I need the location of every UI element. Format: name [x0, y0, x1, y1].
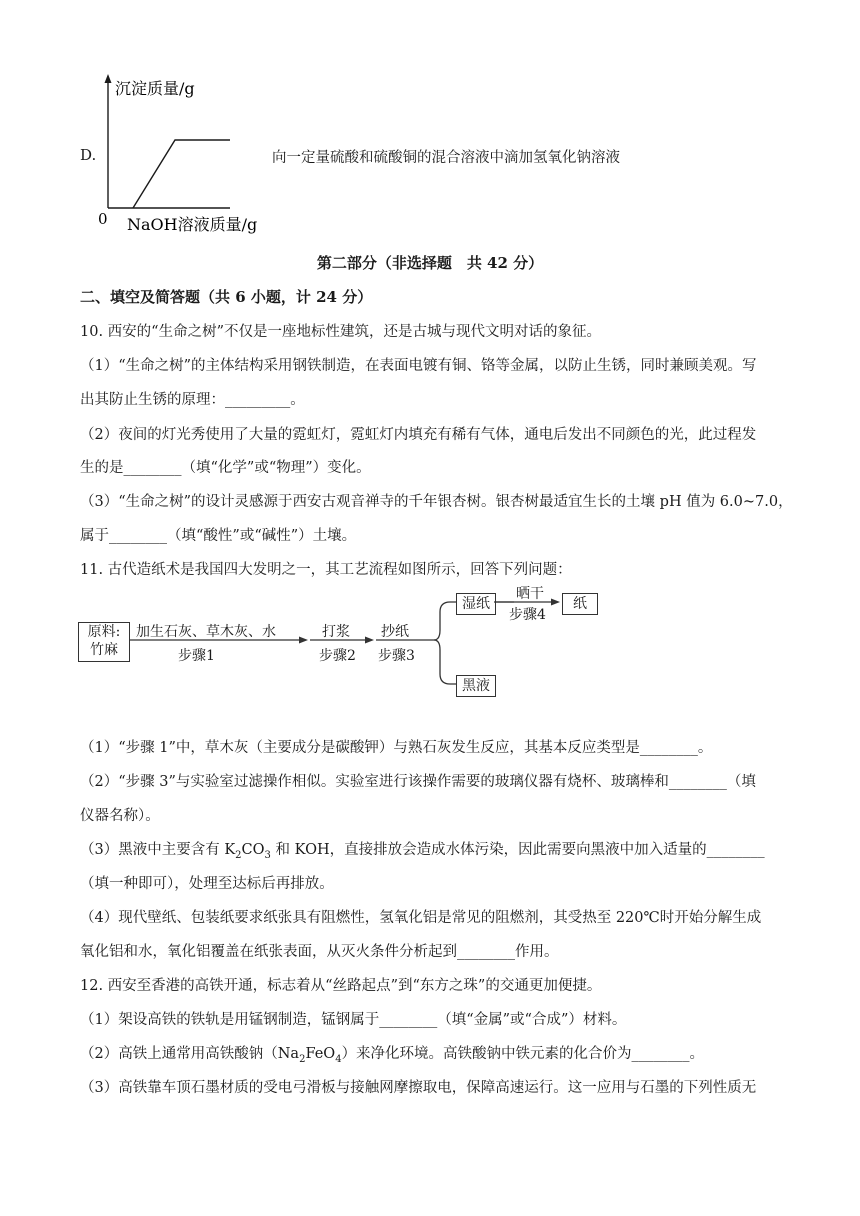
brace-lower	[434, 640, 458, 684]
q11-p3-sub-2: 3	[264, 849, 271, 861]
q12-p2	[80, 1044, 704, 1070]
q11-p1: （1）“步骤 1”中，草木灰（主要成分是碳酸钾）与熟石灰发生反应，其基本反应类型是________。	[80, 740, 713, 756]
option-d-letter: D.	[80, 146, 97, 164]
section2-title: 二、填空及简答题（共 6 小题，计 24 分）	[80, 288, 373, 306]
step2-action: 打浆	[322, 624, 350, 640]
black-liquor-box: 黑液	[456, 675, 496, 697]
q11-p3-text-c: 和 KOH，直接排放会造成水体污染，因此需要向黑液中加入适量的________	[270, 842, 765, 858]
x-axis-label: NaOH溶液质量/g	[127, 215, 258, 234]
q10-p1-line1: （1）“生命之树”的主体结构采用钢铁制造，在表面电镀有铜、铬等金属，以防止生锈，同时兼顾美观。写	[80, 358, 757, 374]
q10-stem: 10. 西安的“生命之树”不仅是一座地标性建筑，还是古城与现代文明对话的象征。	[80, 324, 601, 340]
q12-p2-sub-1: 2	[299, 1053, 306, 1065]
papermaking-flow-diagram	[78, 580, 518, 700]
q11-p4-line1: （4）现代壁纸、包装纸要求纸张具有阻燃性，氢氧化铝是常见的阻燃剂，其受热至 220℃时开始分解生成	[80, 910, 762, 926]
y-axis-label: 沉淀质量/g	[115, 79, 195, 98]
q11-p2-line1: （2）“步骤 3”与实验室过滤操作相似。实验室进行该操作需要的玻璃仪器有烧杯、玻璃棒和________（填	[80, 774, 756, 790]
precipitate-curve	[133, 140, 230, 208]
q10-p2-line2: 生的是________（填“化学”或“物理”）变化。	[80, 460, 371, 476]
q10-p1-line2: 出其防止生锈的原理：_________。	[80, 392, 305, 408]
q11-p4-line2: 氧化铝和水，氧化铝覆盖在纸张表面，从灭火条件分析起到________作用。	[80, 944, 559, 960]
arrow-step4-icon	[551, 599, 560, 606]
step1-reagents: 加生石灰、草木灰、水	[136, 624, 276, 640]
q11-p3-line2: （填一种即可），处理至达标后再排放。	[80, 876, 334, 892]
q10-p2-line1: （2）夜间的灯光秀使用了大量的霓虹灯，霓虹灯内填充有稀有气体，通电后发出不同颜色的光，此过程发	[80, 427, 757, 443]
q11-p3-line1	[80, 840, 765, 866]
step2-label: 步骤2	[319, 648, 356, 664]
q12-p2-text-a: （2）高铁上通常用高铁酸钠（Na	[80, 1046, 300, 1062]
step4-arrow	[494, 596, 564, 608]
q11-p3-text-b: CO	[241, 842, 265, 858]
q10-p3-line2: 属于________（填“酸性”或“碱性”）土壤。	[80, 528, 357, 544]
wet-paper-box: 湿纸	[456, 593, 496, 615]
step4-label: 步骤4	[509, 607, 546, 623]
step4-action: 晒干	[516, 586, 544, 602]
part2-title: 第二部分（非选择题 共 42 分）	[316, 254, 544, 272]
q11-p2-line2: 仪器名称）。	[80, 808, 160, 824]
raw-material-box	[78, 622, 130, 662]
brace-upper	[434, 602, 458, 640]
q12-p3: （3）高铁靠车顶石墨材质的受电弓滑板与接触网摩擦取电，保障高速运行。这一应用与石墨的下列性质无	[80, 1080, 757, 1096]
paper-box: 纸	[562, 593, 598, 615]
raw-material-label-2: 竹麻	[90, 642, 118, 658]
raw-material-label-1: 原料:	[87, 624, 121, 640]
q10-p3-line1: （3）“生命之树”的设计灵感源于西安古观音禅寺的千年银杏树。银杏树最适宜生长的土壤 pH 值为 6.0~7.0，	[80, 494, 793, 510]
q12-p2-text-b: FeO	[305, 1046, 336, 1062]
y-axis-arrow-icon	[105, 74, 112, 83]
option-d-description: 向一定量硫酸和硫酸铜的混合溶液中滴加氢氧化钠溶液	[272, 150, 620, 166]
q11-p3-sub-1: 2	[235, 849, 242, 861]
arrow-step1-icon	[299, 637, 308, 644]
q12-stem: 12. 西安至香港的高铁开通，标志着从“丝路起点”到“东方之珠”的交通更加便捷。	[80, 978, 602, 994]
q11-p3-text-a: （3）黑液中主要含有 K	[80, 842, 236, 858]
q12-p1: （1）架设高铁的铁轨是用锰钢制造，锰钢属于________（填“金属”或“合成”）材料。	[80, 1012, 627, 1028]
q11-stem: 11. 古代造纸术是我国四大发明之一，其工艺流程如图所示，回答下列问题：	[80, 562, 572, 578]
step3-action: 抄纸	[381, 624, 409, 640]
option-d-graph	[95, 70, 285, 240]
step1-label: 步骤1	[178, 648, 215, 664]
q12-p2-text-c: ）来净化环境。高铁酸钠中铁元素的化合价为________。	[341, 1046, 705, 1062]
arrow-step2-icon	[365, 637, 374, 644]
origin-label: 0	[98, 210, 108, 228]
q12-p2-sub-2: 4	[335, 1053, 342, 1065]
step3-label: 步骤3	[378, 648, 415, 664]
